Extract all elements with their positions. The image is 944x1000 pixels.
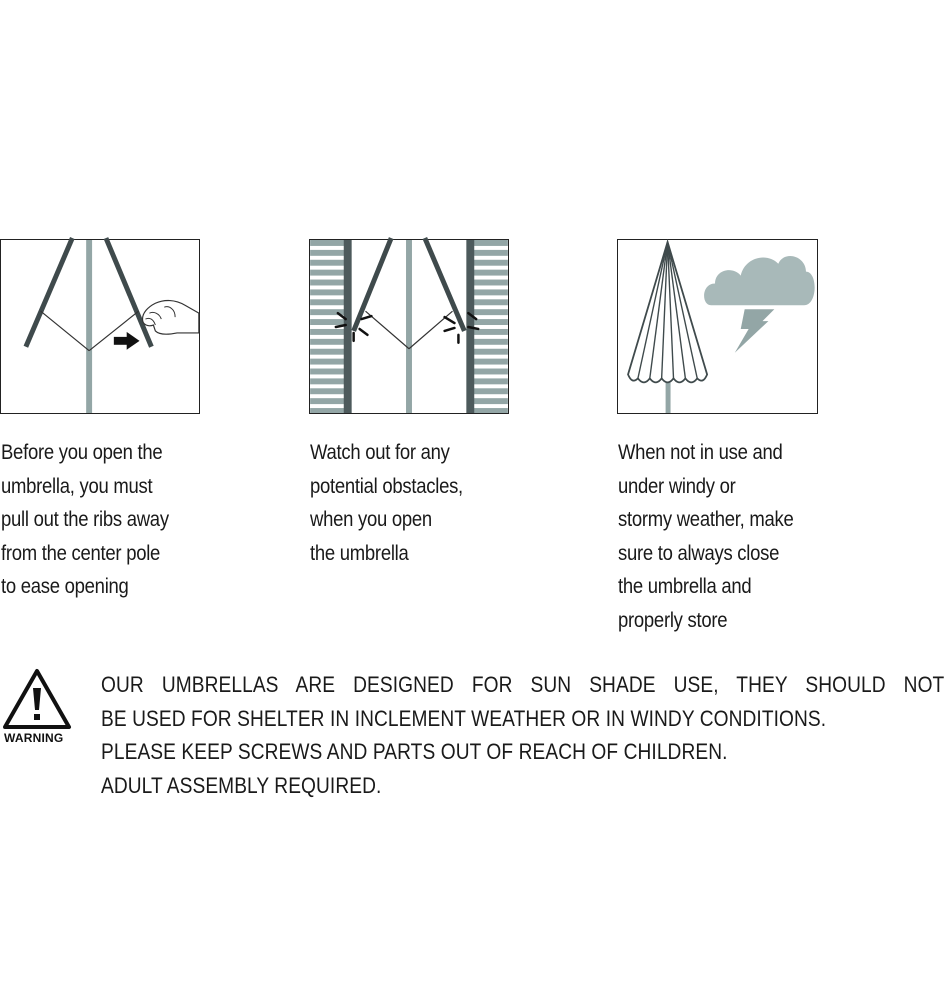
caption-line: sure to always close xyxy=(618,541,780,565)
warning-text xyxy=(101,668,944,802)
caption-line: umbrella, you must xyxy=(1,474,153,498)
step-3-illustration xyxy=(617,239,818,414)
caption-line: from the center pole xyxy=(1,541,161,565)
warning-line: PLEASE KEEP SCREWS AND PARTS OUT OF REACH OF CHILDREN. xyxy=(101,739,728,764)
caption-line: the umbrella xyxy=(310,541,409,565)
caption-line: to ease opening xyxy=(1,575,129,599)
caption-line: stormy weather, make xyxy=(618,508,794,532)
caption-line: the umbrella and xyxy=(618,575,752,599)
warning-line: ADULT ASSEMBLY REQUIRED. xyxy=(101,772,382,798)
caption-line: potential obstacles, xyxy=(310,474,463,498)
caption-line: when you open xyxy=(310,508,432,532)
warning-line: OUR UMBRELLAS ARE DESIGNED FOR SUN SHADE USE, THEY SHOULD NOT xyxy=(101,672,944,697)
step-1-caption xyxy=(1,436,181,604)
umbrella-obstacles-icon xyxy=(310,240,508,413)
caption-line: properly store xyxy=(618,608,728,632)
warning-line: BE USED FOR SHELTER IN INCLEMENT WEATHER OR IN WINDY CONDITIONS. xyxy=(101,705,827,731)
warning-label: WARNING xyxy=(4,731,64,745)
caption-line: Before you open the xyxy=(1,441,163,464)
step-3-caption xyxy=(618,436,798,638)
caption-line: under windy or xyxy=(618,474,736,498)
caption-line: Watch out for any xyxy=(310,441,450,464)
caption-line: When not in use and xyxy=(618,441,783,464)
closed-umbrella-storm-icon xyxy=(618,240,817,413)
umbrella-ribs-pull-icon xyxy=(1,240,199,413)
step-2-illustration xyxy=(309,239,509,414)
step-1-illustration xyxy=(0,239,200,414)
step-2-caption xyxy=(310,436,490,570)
caption-line: pull out the ribs away xyxy=(1,508,169,532)
